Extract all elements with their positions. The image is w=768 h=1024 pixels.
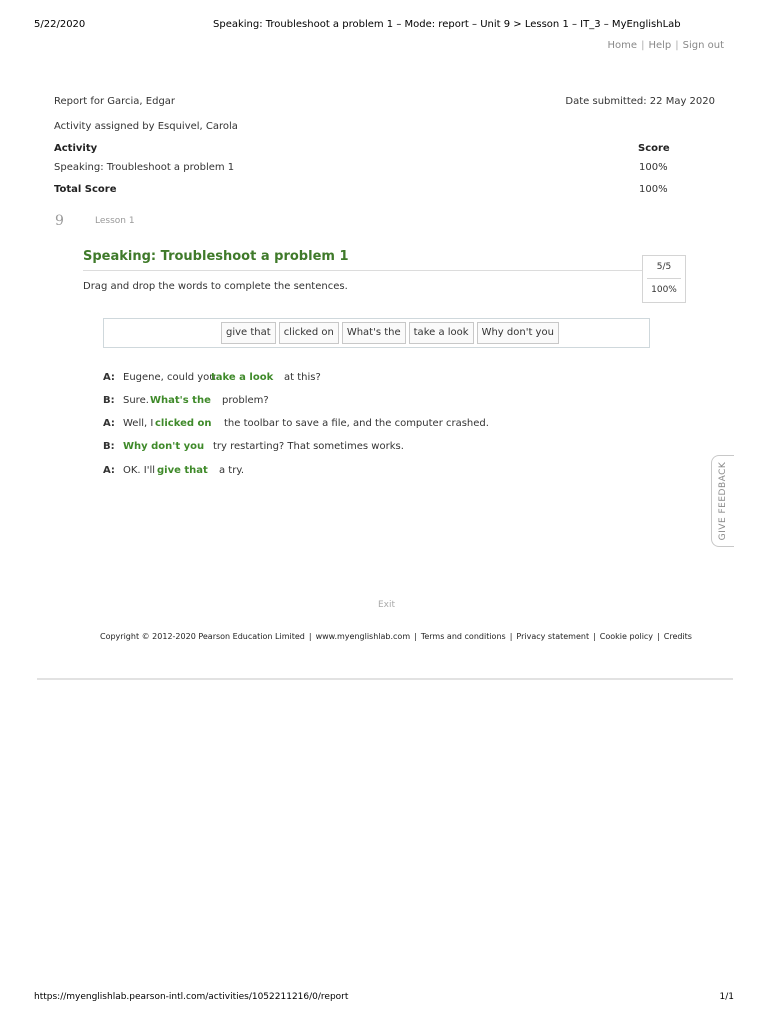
dialogue-text: problem? bbox=[222, 395, 269, 406]
dialogue-text: OK. I'll bbox=[123, 465, 156, 476]
print-url: https://myenglishlab.pearson-intl.com/activities/1052211216/0/report bbox=[34, 992, 349, 1002]
give-feedback-tab[interactable] bbox=[711, 455, 734, 547]
word-tile[interactable]: give that bbox=[221, 322, 276, 344]
word-tile[interactable]: What's the bbox=[342, 322, 406, 344]
unit-number: 9 bbox=[55, 213, 64, 229]
word-tile[interactable]: clicked on bbox=[279, 322, 339, 344]
nav-separator: | bbox=[675, 40, 679, 51]
dialogue-text: at this? bbox=[284, 372, 321, 383]
total-score-label: Total Score bbox=[54, 184, 117, 195]
assigned-by: Activity assigned by Esquivel, Carola bbox=[54, 121, 238, 132]
footer-separator: | bbox=[308, 632, 312, 641]
word-bank-tiles bbox=[221, 322, 559, 344]
activity-score: 100% bbox=[639, 162, 668, 173]
dialogue-text: Sure. bbox=[123, 395, 149, 406]
activity-column-header: Activity bbox=[54, 143, 98, 154]
credits-link[interactable]: Credits bbox=[663, 632, 692, 641]
page-bottom-rule bbox=[37, 678, 733, 680]
top-nav bbox=[608, 40, 724, 51]
privacy-link[interactable]: Privacy statement bbox=[516, 632, 590, 641]
footer-separator: | bbox=[509, 632, 513, 641]
activity-instructions: Drag and drop the words to complete the sentences. bbox=[83, 281, 348, 292]
answer-slot[interactable]: take a look bbox=[211, 372, 274, 383]
word-tile[interactable]: Why don't you bbox=[477, 322, 559, 344]
speaker-label: A: bbox=[103, 465, 115, 476]
speaker-label: B: bbox=[103, 441, 115, 452]
word-tile[interactable]: take a look bbox=[409, 322, 474, 344]
footer-separator: | bbox=[414, 632, 417, 641]
help-link[interactable]: Help bbox=[648, 40, 672, 51]
dialogue-text: Eugene, could you bbox=[123, 372, 216, 383]
cookie-policy-link[interactable]: Cookie policy bbox=[599, 632, 654, 641]
dialogue-text: the toolbar to save a file, and the computer crashed. bbox=[224, 418, 489, 429]
footer bbox=[100, 632, 692, 641]
points-score: 5/5 bbox=[656, 262, 672, 272]
home-link[interactable]: Home bbox=[607, 40, 638, 51]
percent-score: 100% bbox=[651, 285, 677, 295]
score-column-header: Score bbox=[638, 143, 670, 154]
answer-slot[interactable]: clicked on bbox=[155, 418, 212, 429]
footer-separator: | bbox=[657, 632, 660, 641]
report-for: Report for Garcia, Edgar bbox=[54, 96, 176, 107]
footer-separator: | bbox=[593, 632, 596, 641]
print-page-number: 1/1 bbox=[719, 992, 734, 1002]
speaker-label: B: bbox=[103, 395, 115, 406]
terms-link[interactable]: Terms and conditions bbox=[420, 632, 506, 641]
answer-slot[interactable]: give that bbox=[157, 465, 208, 476]
give-feedback-label: GIVE FEEDBACK bbox=[718, 461, 728, 541]
site-link[interactable]: www.myenglishlab.com bbox=[315, 632, 411, 641]
activity-title: Speaking: Troubleshoot a problem 1 bbox=[83, 249, 349, 264]
copyright-text: Copyright © 2012-2020 Pearson Education Limited bbox=[100, 632, 305, 641]
nav-separator: | bbox=[641, 40, 645, 51]
exit-link[interactable]: Exit bbox=[378, 600, 396, 610]
divider bbox=[83, 270, 643, 271]
dialogue-text: try restarting? That sometimes works. bbox=[213, 441, 404, 452]
lesson-label: Lesson 1 bbox=[95, 216, 135, 226]
speaker-label: A: bbox=[103, 372, 115, 383]
answer-slot[interactable]: What's the bbox=[150, 395, 211, 406]
activity-name: Speaking: Troubleshoot a problem 1 bbox=[54, 162, 235, 173]
date-submitted: Date submitted: 22 May 2020 bbox=[565, 96, 715, 107]
dialogue-text: a try. bbox=[219, 465, 245, 476]
dialogue-text: Well, I bbox=[123, 418, 154, 429]
answer-slot[interactable]: Why don't you bbox=[123, 441, 205, 452]
sign-out-link[interactable]: Sign out bbox=[682, 40, 724, 51]
speaker-label: A: bbox=[103, 418, 115, 429]
activity-score-box bbox=[642, 255, 686, 303]
print-title: Speaking: Troubleshoot a problem 1 – Mode: report – Unit 9 > Lesson 1 – IT_3 – MyEnglishLab bbox=[213, 19, 681, 30]
total-score-value: 100% bbox=[639, 184, 668, 195]
print-date: 5/22/2020 bbox=[34, 19, 86, 30]
